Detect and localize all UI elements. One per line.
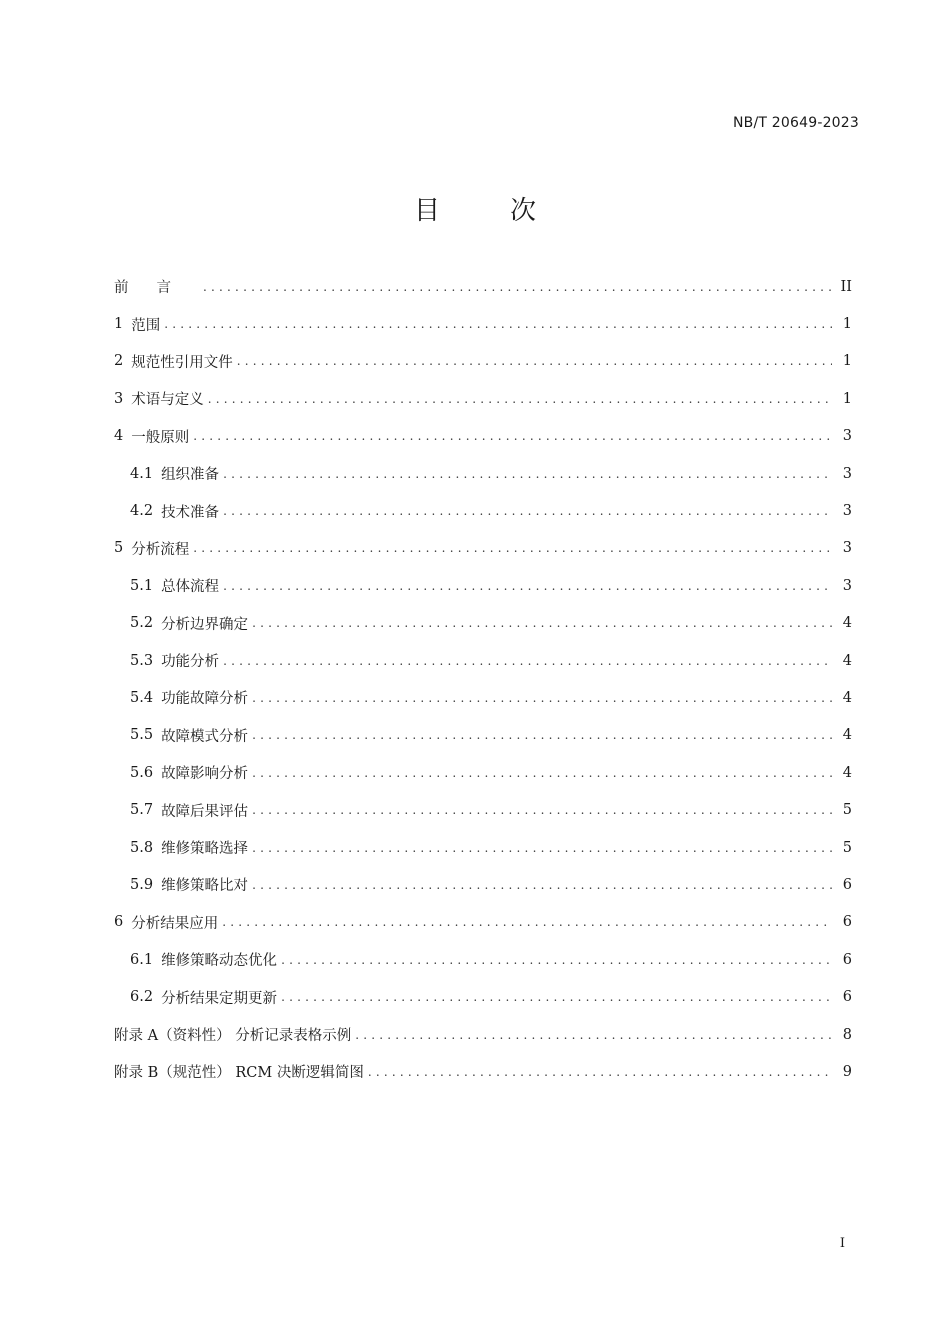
toc-entry-title: 一般原则 bbox=[131, 429, 190, 446]
toc-entry-title: 分析结果定期更新 bbox=[161, 990, 278, 1007]
toc-entry-page: 3 bbox=[842, 465, 852, 482]
toc-dot-leader bbox=[208, 392, 832, 406]
toc-entry-title: 范围 bbox=[131, 317, 161, 334]
toc-dot-leader bbox=[355, 1028, 832, 1042]
toc-dot-leader bbox=[368, 1065, 832, 1079]
toc-entry-page: 6 bbox=[842, 989, 852, 1006]
toc-entry-page: 4 bbox=[842, 689, 852, 706]
toc-dot-leader bbox=[223, 579, 832, 593]
toc-entry[interactable] bbox=[114, 1053, 852, 1090]
toc-entry[interactable] bbox=[114, 1016, 852, 1053]
toc-entry-page: 6 bbox=[842, 876, 852, 893]
toc-entry[interactable] bbox=[114, 530, 852, 567]
toc-entry-page: 4 bbox=[842, 727, 852, 744]
toc-entry-title: 附录 B（规范性） RCM 决断逻辑简图 bbox=[114, 1065, 364, 1082]
toc-dot-leader bbox=[252, 766, 832, 780]
toc-entry-title: 技术准备 bbox=[161, 504, 220, 521]
toc-entry-number: 3 bbox=[114, 390, 124, 407]
toc-entry[interactable] bbox=[114, 866, 852, 903]
toc-dot-leader bbox=[252, 616, 832, 630]
toc-dot-leader bbox=[223, 467, 832, 481]
toc-entry[interactable] bbox=[114, 492, 852, 529]
toc-entry-title: 故障后果评估 bbox=[161, 803, 249, 820]
toc-entry-title: 前言 bbox=[114, 280, 199, 297]
toc-entry-number: 6.1 bbox=[130, 951, 154, 968]
toc-entry[interactable] bbox=[114, 268, 852, 305]
toc-entry-number: 5.4 bbox=[130, 689, 154, 706]
toc-entry-number: 5.1 bbox=[130, 577, 154, 594]
page-title: 目 次 bbox=[413, 196, 558, 226]
toc-entry-page: 9 bbox=[842, 1063, 852, 1080]
toc-entry-page: 5 bbox=[842, 839, 852, 856]
toc-dot-leader bbox=[222, 915, 832, 929]
toc-entry-number: 6.2 bbox=[130, 989, 154, 1006]
toc-dot-leader bbox=[193, 429, 832, 443]
toc-entry-page: II bbox=[840, 278, 852, 295]
toc-entry-title: 术语与定义 bbox=[131, 392, 204, 409]
toc-entry-title: 分析结果应用 bbox=[131, 915, 219, 932]
toc-entry[interactable] bbox=[114, 455, 852, 492]
toc-entry-title: 分析流程 bbox=[131, 541, 190, 558]
toc-entry[interactable] bbox=[114, 941, 852, 978]
toc-entry-number: 5.3 bbox=[130, 652, 154, 669]
toc-entry-page: 6 bbox=[842, 914, 852, 931]
toc-entry-title: 维修策略动态优化 bbox=[161, 953, 278, 970]
toc-dot-leader bbox=[252, 803, 832, 817]
toc-entry-number: 1 bbox=[114, 316, 124, 333]
toc-entry-title: 组织准备 bbox=[161, 467, 220, 484]
table-of-contents bbox=[114, 268, 852, 1091]
toc-entry[interactable] bbox=[114, 305, 852, 342]
toc-entry-page: 3 bbox=[842, 577, 852, 594]
toc-dot-leader bbox=[223, 654, 832, 668]
toc-entry-number: 4 bbox=[114, 428, 124, 445]
toc-entry-title: 维修策略比对 bbox=[161, 878, 249, 895]
toc-entry-number: 5.2 bbox=[130, 615, 154, 632]
toc-dot-leader bbox=[252, 878, 832, 892]
toc-entry-page: 3 bbox=[842, 428, 852, 445]
document-code: NB/T 20649-2023 bbox=[732, 115, 859, 131]
toc-entry-number: 4.1 bbox=[130, 465, 154, 482]
toc-entry-number: 2 bbox=[114, 353, 124, 370]
toc-entry[interactable] bbox=[114, 679, 852, 716]
toc-entry-title: 总体流程 bbox=[161, 579, 220, 596]
toc-entry-page: 1 bbox=[842, 316, 852, 333]
toc-entry[interactable] bbox=[114, 978, 852, 1015]
toc-entry[interactable] bbox=[114, 829, 852, 866]
toc-entry-page: 4 bbox=[842, 764, 852, 781]
toc-entry[interactable] bbox=[114, 380, 852, 417]
toc-entry-page: 3 bbox=[842, 503, 852, 520]
page-number: I bbox=[839, 1236, 845, 1251]
toc-entry-page: 6 bbox=[842, 951, 852, 968]
toc-entry-number: 5.9 bbox=[130, 876, 154, 893]
toc-dot-leader bbox=[193, 541, 832, 555]
toc-dot-leader bbox=[164, 317, 832, 331]
toc-entry-page: 1 bbox=[842, 353, 852, 370]
toc-entry[interactable] bbox=[114, 605, 852, 642]
toc-dot-leader bbox=[252, 728, 832, 742]
toc-entry-title: 功能故障分析 bbox=[161, 691, 249, 708]
toc-entry-page: 1 bbox=[842, 390, 852, 407]
toc-entry[interactable] bbox=[114, 418, 852, 455]
toc-dot-leader bbox=[252, 691, 832, 705]
toc-entry[interactable] bbox=[114, 642, 852, 679]
toc-entry[interactable] bbox=[114, 754, 852, 791]
toc-entry-title: 故障模式分析 bbox=[161, 728, 249, 745]
toc-entry[interactable] bbox=[114, 343, 852, 380]
toc-entry[interactable] bbox=[114, 717, 852, 754]
toc-entry-title: 分析边界确定 bbox=[161, 616, 249, 633]
toc-entry[interactable] bbox=[114, 791, 852, 828]
toc-dot-leader bbox=[281, 953, 832, 967]
toc-entry-number: 5.8 bbox=[130, 839, 154, 856]
toc-entry-title: 故障影响分析 bbox=[161, 766, 249, 783]
toc-entry-page: 5 bbox=[842, 802, 852, 819]
toc-entry-number: 5.6 bbox=[130, 764, 154, 781]
toc-entry-title: 功能分析 bbox=[161, 654, 220, 671]
toc-entry-title: 规范性引用文件 bbox=[131, 354, 233, 371]
toc-dot-leader bbox=[281, 990, 832, 1004]
toc-entry-number: 4.2 bbox=[130, 503, 154, 520]
toc-entry-number: 5 bbox=[114, 540, 124, 557]
toc-entry[interactable] bbox=[114, 567, 852, 604]
toc-entry[interactable] bbox=[114, 904, 852, 941]
toc-dot-leader bbox=[252, 841, 832, 855]
toc-dot-leader bbox=[237, 354, 832, 368]
toc-entry-page: 8 bbox=[842, 1026, 852, 1043]
toc-entry-page: 3 bbox=[842, 540, 852, 557]
toc-entry-title: 附录 A（资料性） 分析记录表格示例 bbox=[114, 1028, 352, 1044]
toc-entry-page: 4 bbox=[842, 652, 852, 669]
toc-entry-number: 6 bbox=[114, 914, 124, 931]
toc-dot-leader bbox=[203, 280, 832, 294]
toc-entry-number: 5.7 bbox=[130, 802, 154, 819]
toc-entry-page: 4 bbox=[842, 615, 852, 632]
toc-entry-number: 5.5 bbox=[130, 727, 154, 744]
toc-dot-leader bbox=[223, 504, 832, 518]
toc-entry-title: 维修策略选择 bbox=[161, 841, 249, 858]
